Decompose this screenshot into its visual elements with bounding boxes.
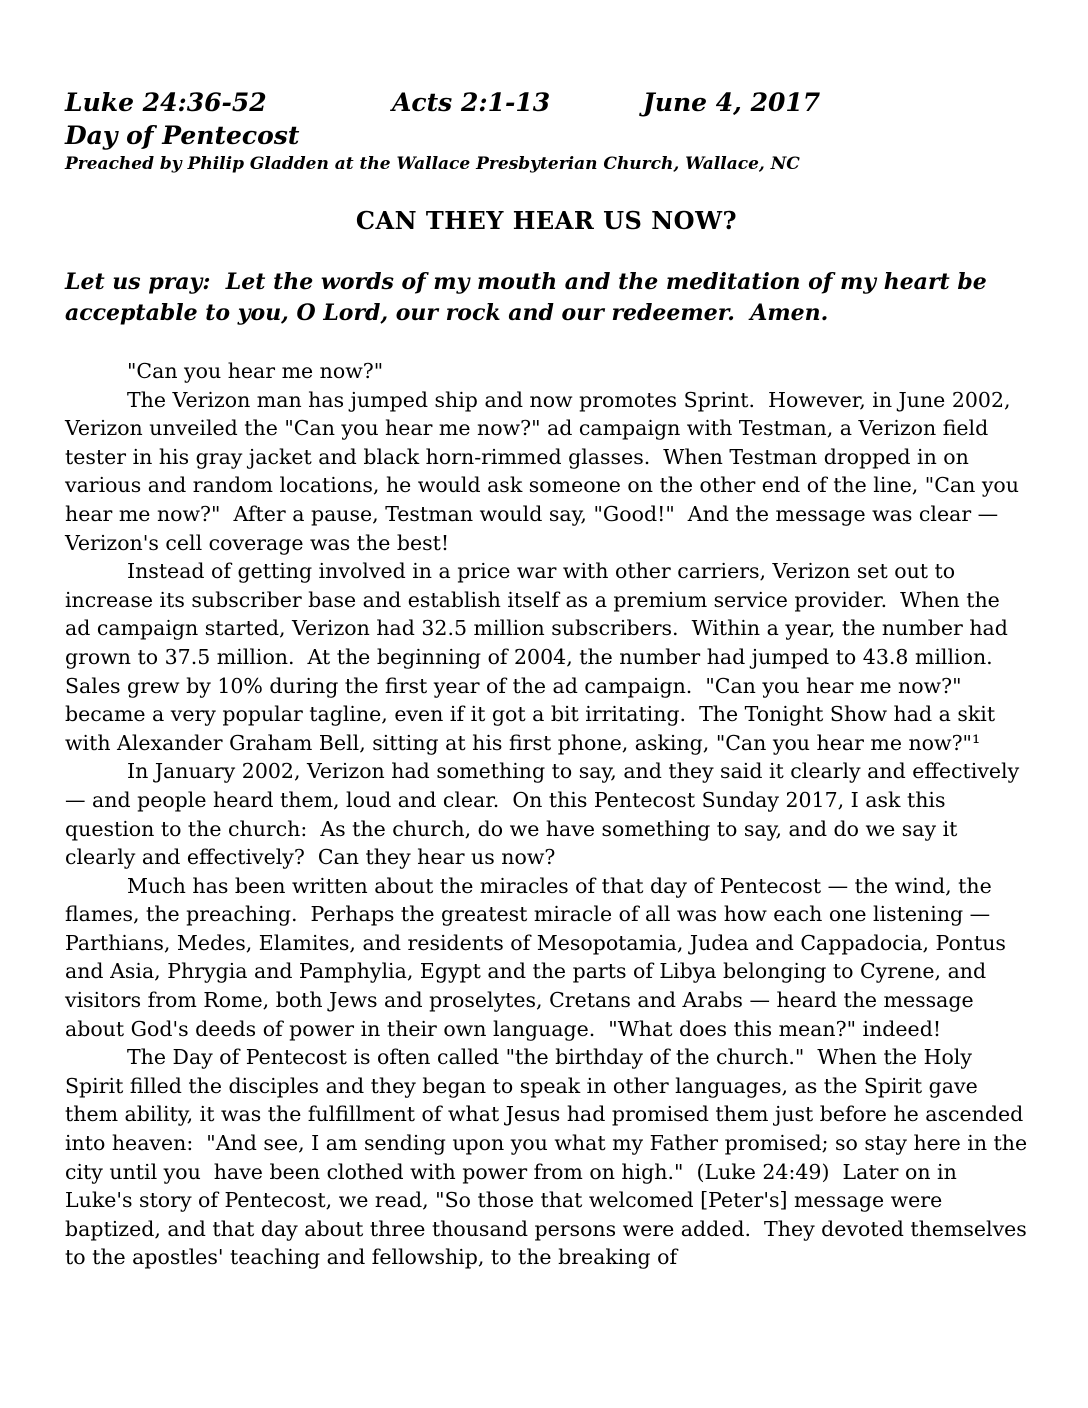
- paragraph-verizon-man: The Verizon man has jumped ship and now promotes Sprint. However, in June 2002, Verizon unveiled the "Can you hear me now?" ad campaign with Testman, a Verizon field tester in his gray jacket and black horn-rimmed glasses. When Testman dropped in on various and random locations, he would ask someone on the other end of the line, "Can you hear me now?" After a pause, Testman would say, "Good!" And the message was clear — Verizon's cell coverage was the best!: [65, 387, 1026, 555]
- paragraph-pentecost-question: In January 2002, Verizon had something to say, and they said it clearly and effectively — and people heard them, loud and clear. On this Pentecost Sunday 2017, I ask this question to the church: As the church, do we have something to say, and do we say it clearly and effectively? Can they hear us now?: [65, 759, 1026, 870]
- scripture-reference-luke: Luke 24:36-52: [65, 88, 267, 117]
- sermon-body: [65, 357, 1034, 1272]
- paragraph-opening-quote: "Can you hear me now?": [127, 359, 384, 383]
- paragraph-subscriber-growth: Instead of getting involved in a price war with other carriers, Verizon set out to increase its subscriber base and establish itself as a premium service provider. When the ad campaign started, Verizon had 32.5 million subscribers. Within a year, the number had grown to 37.5 million. At the beginning of 2004, the number had jumped to 43.8 million. Sales grew by 10% during the first year of the ad campaign. "Can you hear me now?" became a very popular tagline, even if it got a bit irritating. The Tonight Show had a skit with Alexander Graham Bell, sitting at his first phone, asking, "Can you hear me now?"¹: [65, 559, 1015, 755]
- sermon-occasion: Day of Pentecost: [65, 121, 300, 150]
- sermon-title: CAN THEY HEAR US NOW?: [355, 206, 738, 235]
- sermon-byline: Preached by Philip Gladden at the Wallace Presbyterian Church, Wallace, NC: [65, 154, 800, 174]
- paragraph-pentecost-miracles: Much has been written about the miracles of that day of Pentecost — the wind, the flames, the preaching. Perhaps the greatest miracle of all was how each one listening — Parthians, Medes, Elamites, and residents of Mesopotamia, Judea and Cappadocia, Pontus and Asia, Phrygia and Pamphylia, Egypt and the parts of Libya belonging to Cyrene, and visitors from Rome, both Jews and proselytes, Cretans and Arabs — heard the message about God's deeds of power in their own language. "What does this mean?" indeed!: [65, 873, 1013, 1041]
- scripture-reference-acts: Acts 2:1-13: [392, 88, 551, 117]
- paragraph-birthday-of-church: The Day of Pentecost is often called "the birthday of the church." When the Holy Spirit filled the disciples and they began to speak in other languages, as the Spirit gave them ability, it was the fulfillment of what Jesus had promised them just before he ascended into heaven: "And see, I am sending upon you what my Father promised; so stay here in the city until you have been clothed with power from on high." (Luke 24:49) Later on in Luke's story of Pentecost, we read, "So those that welcomed [Peter's] message were baptized, and that day about three thousand persons were added. They devoted themselves to the apostles' teaching and fellowship, to the breaking of: [65, 1045, 1034, 1270]
- sermon-date: June 4, 2017: [643, 88, 821, 117]
- header-line-1: [65, 88, 1028, 121]
- opening-prayer: Let us pray: Let the words of my mouth and the meditation of my heart be acceptable to you, O Lord, our rock and our redeemer. Amen.: [65, 269, 995, 326]
